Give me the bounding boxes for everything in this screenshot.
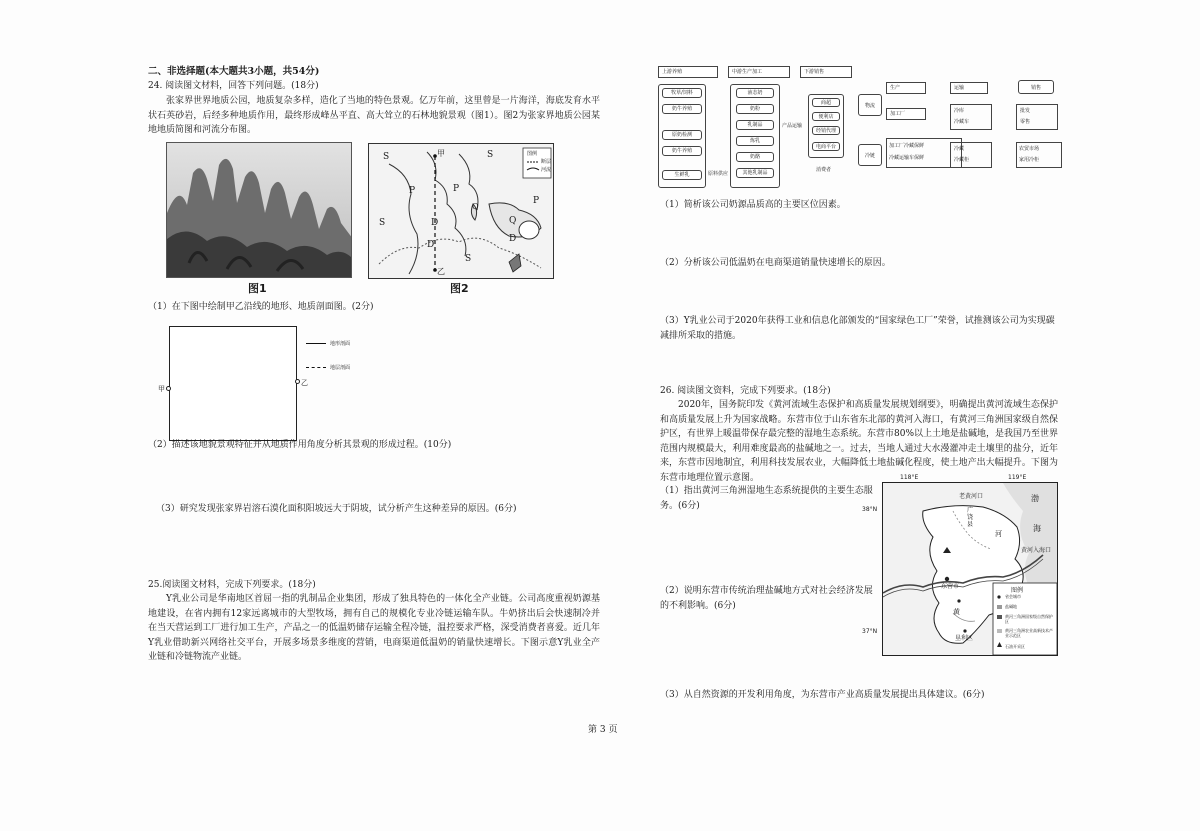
map-letter: S: [487, 150, 494, 160]
q24-sub3: （3）研究发现张家界岩溶石漠化面积阳坡远大于阴坡，试分析产生这种差异的原因。(6分): [156, 504, 517, 514]
profile-start-point: [166, 386, 171, 391]
coldchain-label: 农贸市场: [1019, 146, 1040, 152]
coldchain-label: 冷藏: [954, 146, 965, 152]
profile-end-point: [295, 379, 300, 384]
map-point-yi: 乙: [437, 267, 445, 276]
page-number: 第 3 页: [588, 725, 618, 735]
profile-end-label: 乙: [301, 379, 308, 387]
lon-left-label: 118°E: [900, 474, 919, 481]
chain-node: 商超: [812, 98, 840, 107]
map-letter: D: [427, 240, 435, 250]
q26-material: 2020年，国务院印发《黄河流域生态保护和高质量发展规划纲要》，明确提出黄河流域生态保护和高质量发展上升为国家战略。东营市位于山东省东北部的黄河入海口，有黄河三角洲国家级自然保护区，有世界上暖温带保存最完整的湿地生态系统。东营市80%以上土地是盐碱地，是我国乃至世界范围内规模最大，利用难度最高的盐碱地之一。过去，当地人通过大水漫灌冲走土壤里的盐分，近年来，东营市因地制宜，利用科技发展农业，大幅降低土地盐碱化程度，使土地产出大幅提升。下图为东营市地理位置示意图。: [660, 400, 1059, 483]
coldchain-arrow: 运输: [950, 82, 988, 94]
coldchain-label: 冷藏运输车保鲜: [889, 155, 925, 161]
chain-node: 奶粉: [736, 104, 774, 114]
q24-sub2: （2）描述该地貌景观特征并从地质作用角度分析其景观的形成过程。(10分): [148, 440, 452, 450]
chain-node: 便利店: [812, 112, 840, 121]
chain-label: 原料供应: [708, 171, 729, 177]
figure2-caption: 图2: [450, 282, 469, 295]
chain-node: 奶牛养殖: [662, 146, 702, 156]
chain-node: 其他乳制品: [736, 168, 774, 178]
lat-bottom-label: 37°N: [862, 628, 878, 635]
lon-right-label: 119°E: [1008, 474, 1027, 481]
q25-sub3: （3）Y乳业公司于2020年获得工业和信息化部颁发的“国家绿色工厂”荣誉，试推测该公司为实现碳减排所采取的措施。: [660, 316, 1055, 341]
legend-solid-line: [306, 343, 326, 344]
coldchain-label: 冷库: [954, 108, 965, 114]
chain-node: 奶酪: [736, 152, 774, 162]
chain-node: 原奶检测: [662, 130, 702, 140]
chain-header-upstream: 上游养殖: [658, 66, 718, 78]
map-legend-item: 黄河三角洲国家级自然保护区: [1005, 614, 1053, 624]
geology-map: [368, 143, 554, 279]
map-letter: D: [431, 218, 439, 228]
map-label: 东营市: [941, 583, 960, 590]
chain-header-downstream: 下游销售: [800, 66, 852, 78]
chain-node: 电商平台: [812, 142, 840, 151]
profile-drawing-box[interactable]: [169, 326, 297, 441]
q24-material: 张家界世界地质公园，地质复杂多样，造化了当地的特色景观。亿万年前，这里曾是一片海洋，海底发育水平状石英砂岩，后经多种地质作用，最终形成峰丛平直、高大耸立的石林地貌景观（图1）。图2为张家界地质公园某地地质简图和河流分布图。: [148, 96, 600, 136]
coldchain-node: 物流: [858, 94, 882, 116]
map-letter: D: [509, 234, 517, 244]
legend-dashed-line: [306, 367, 326, 368]
map-letter: S: [379, 218, 386, 228]
map-label: 垦利区: [955, 635, 974, 642]
geology-map-drawing: [369, 144, 553, 278]
stone-forest-illustration: [167, 143, 352, 278]
coldchain-label: 批发: [1020, 108, 1031, 114]
map-label: 黄: [953, 608, 960, 616]
chain-node: 牧草/饲料: [662, 88, 702, 98]
q26-sub1: （1）指出黄河三角洲湿地生态系统提供的主要生态服务。(6分): [660, 486, 873, 511]
coldchain-label: 零售: [1020, 119, 1031, 125]
chain-node: 液态奶: [736, 88, 774, 98]
map-letter: P: [533, 196, 540, 206]
chain-node: 炼乳: [736, 136, 774, 146]
coldchain-node: 销售: [1018, 80, 1054, 94]
chain-label: 消费者: [816, 167, 832, 173]
map-label: 渤: [1031, 494, 1039, 503]
chain-header-midstream: 中游生产加工: [728, 66, 790, 78]
map-letter: S: [383, 152, 390, 162]
coldchain-node: 冷链: [858, 144, 882, 166]
q26-sub3: （3）从自然资源的开发利用角度，为东营市产业高质量发展提出具体建议。(6分): [660, 690, 985, 700]
map-label: 黄河入海口: [1021, 547, 1052, 554]
legend-terrain: 地形剖面: [330, 341, 351, 347]
lat-top-label: 38°N: [862, 506, 878, 513]
q25-heading: 25.阅读图文材料，完成下列要求。(18分): [148, 580, 316, 590]
map-legend-river: 河流: [541, 167, 552, 173]
q24-heading: 24. 阅读图文材料，回答下列问题。(18分): [148, 81, 319, 91]
map-label: 老黄河口: [959, 493, 984, 500]
chain-node: 乳制品: [736, 120, 774, 130]
map-legend-item: 省会城市: [1005, 594, 1021, 599]
q25-material: Y乳业公司是华南地区首屈一指的乳制品企业集团，形成了独具特色的一体化全产业链。公司高度重视奶源基地建设，在省内拥有12家远离城市的大型牧场，拥有自己的规模化专业冷链运输车队。牛奶挤出后会快速制冷并在当天营运到工厂进行加工生产，产品之一的低温奶储存运输全程冷链，温控要求严格，深受消费者喜爱。近几年Y乳业借助新兴网络社交平台，开展多场景多维度的营销，电商渠道低温奶的销量快速增长。下图示意Y乳业全产业链和冷链物流产业链。: [148, 594, 600, 663]
coldchain-label: 加工厂冷藏保鲜: [889, 143, 925, 149]
map-legend-item: 黄河三角洲农业高新技术产业示范区: [1005, 628, 1053, 638]
chain-label: 产品运输: [782, 123, 803, 129]
map-legend-title: 图例: [527, 151, 538, 157]
coldchain-arrow: 加工厂: [886, 108, 926, 120]
map-legend-fault: 断层: [541, 159, 552, 165]
coldchain-label: 冷藏车: [954, 119, 970, 125]
q25-sub1: （1）简析该公司奶源品质高的主要区位因素。: [660, 200, 846, 210]
q26-sub2: （2）说明东营市传统治理盐碱地方式对社会经济发展的不利影响。(6分): [660, 586, 873, 611]
map-letter: Q: [509, 216, 517, 226]
map-letter: P: [453, 184, 460, 194]
map-letter: S: [465, 254, 472, 264]
q24-sub1: （1）在下图中绘制甲乙沿线的地形、地质剖面图。(2分): [148, 302, 374, 312]
chain-node: 经销代理: [812, 126, 840, 135]
q26-heading: 26. 阅读图文资料，完成下列要求。(18分): [660, 386, 831, 396]
q25-sub2: （2）分析该公司低温奶在电商渠道销量快速增长的原因。: [660, 258, 891, 268]
map-label: 广饶县: [967, 507, 974, 528]
map-legend-item: 盐碱地: [1005, 604, 1017, 609]
map-legend-title: 图例: [1011, 587, 1024, 594]
coldchain-arrow: 生产: [886, 82, 926, 94]
map-label: 河: [995, 530, 1002, 538]
profile-start-label: 甲: [158, 385, 165, 393]
supply-chain-diagram: [658, 64, 1068, 190]
map-legend-item: 石油开采区: [1005, 644, 1025, 649]
chain-node: 生鲜乳: [662, 170, 702, 180]
coldchain-label: 冷藏柜: [954, 157, 970, 163]
map-point-jia: 甲: [437, 149, 445, 158]
map-letter: P: [409, 186, 416, 196]
legend-strata: 地层剖面: [330, 365, 351, 371]
figure1-caption: 图1: [248, 282, 267, 295]
chain-node: 奶牛养殖: [662, 104, 702, 114]
map-letter: Q: [472, 202, 479, 211]
section-title: 二、非选择题(本大题共3小题，共54分): [148, 66, 320, 77]
dongying-map: [882, 482, 1058, 656]
stone-forest-photo: [166, 142, 352, 278]
map-label: 海: [1033, 524, 1041, 533]
coldchain-label: 家用冷柜: [1019, 157, 1040, 163]
